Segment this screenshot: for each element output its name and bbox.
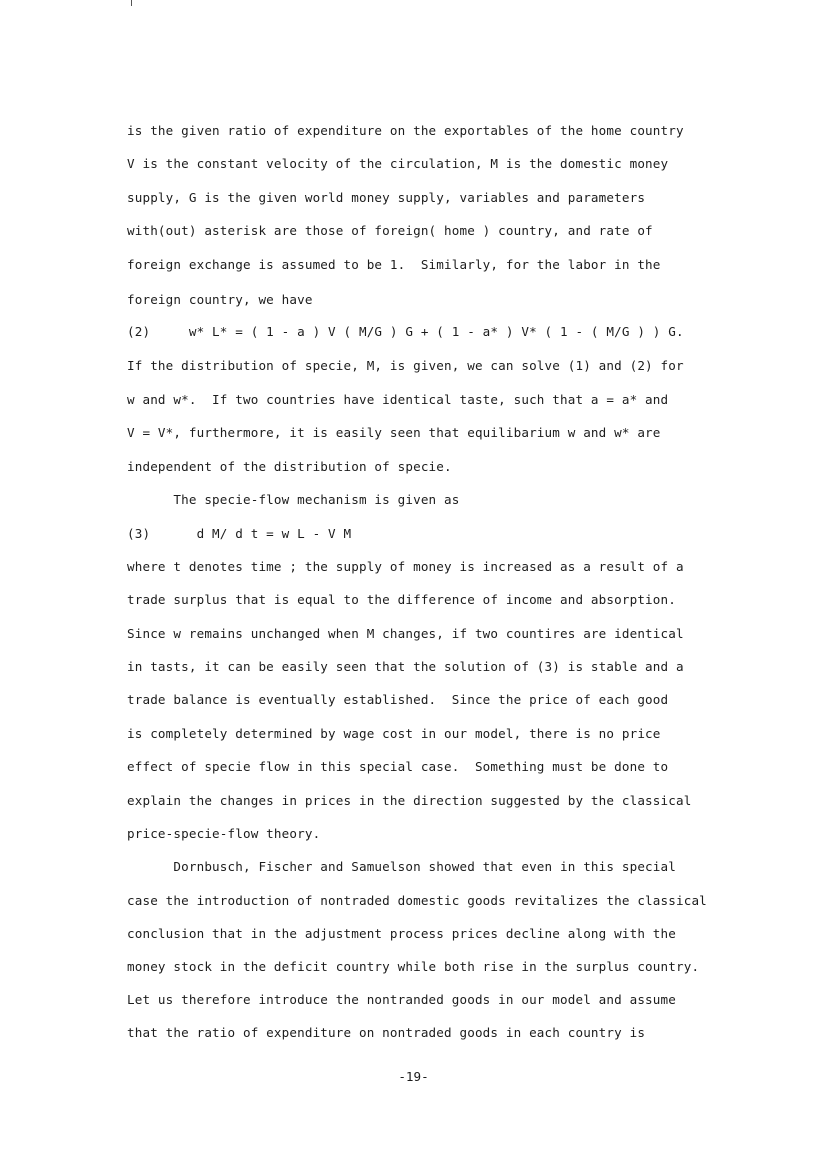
equation-3: (3) d M/ d t = w L - V M bbox=[127, 526, 352, 541]
text-line-18: trade balance is eventually established. Since the price of each good bbox=[127, 692, 669, 707]
equation-2: (2) w* L* = ( 1 - a ) V ( M/G ) G + ( 1 - a* ) V* ( 1 - ( M/G ) ) G. bbox=[127, 324, 684, 339]
text-line-28: that the ratio of expenditure on nontraded goods in each country is bbox=[127, 1025, 646, 1040]
text-line-19: is completely determined by wage cost in our model, there is no price bbox=[127, 726, 661, 741]
text-line-25: conclusion that in the adjustment process prices decline along with the bbox=[127, 926, 676, 941]
text-line-8: If the distribution of specie, M, is given, we can solve (1) and (2) for bbox=[127, 358, 684, 373]
text-line-2: V is the constant velocity of the circulation, M is the domestic money bbox=[127, 156, 669, 171]
text-line-14: where t denotes time ; the supply of money is increased as a result of a bbox=[127, 559, 684, 574]
text-line-17: in tasts, it can be easily seen that the solution of (3) is stable and a bbox=[127, 659, 684, 674]
text-line-15: trade surplus that is equal to the difference of income and absorption. bbox=[127, 592, 676, 607]
text-line-20: effect of specie flow in this special case. Something must be done to bbox=[127, 759, 669, 774]
text-line-26: money stock in the deficit country while both rise in the surplus country. bbox=[127, 959, 700, 974]
text-line-27: Let us therefore introduce the nontranded goods in our model and assume bbox=[127, 992, 676, 1007]
scan-mark bbox=[131, 0, 132, 6]
text-line-21: explain the changes in prices in the direction suggested by the classical bbox=[127, 793, 692, 808]
text-line-11: independent of the distribution of specie. bbox=[127, 459, 452, 474]
text-line-6: foreign country, we have bbox=[127, 292, 313, 307]
text-line-1: is the given ratio of expenditure on the exportables of the home country bbox=[127, 123, 684, 138]
text-line-4: with(out) asterisk are those of foreign( home ) country, and rate of bbox=[127, 223, 653, 238]
text-line-12: The specie-flow mechanism is given as bbox=[127, 492, 460, 507]
text-line-22: price-specie-flow theory. bbox=[127, 826, 321, 841]
page-number: -19- bbox=[398, 1069, 429, 1084]
text-line-9: w and w*. If two countries have identical taste, such that a = a* and bbox=[127, 392, 669, 407]
text-line-3: supply, G is the given world money supply, variables and parameters bbox=[127, 190, 646, 205]
text-line-24: case the introduction of nontraded domestic goods revitalizes the classical bbox=[127, 893, 707, 908]
text-line-16: Since w remains unchanged when M changes, if two countires are identical bbox=[127, 626, 684, 641]
text-line-23: Dornbusch, Fischer and Samuelson showed that even in this special bbox=[127, 859, 676, 874]
text-line-10: V = V*, furthermore, it is easily seen that equilibarium w and w* are bbox=[127, 425, 661, 440]
text-line-5: foreign exchange is assumed to be 1. Similarly, for the labor in the bbox=[127, 257, 661, 272]
